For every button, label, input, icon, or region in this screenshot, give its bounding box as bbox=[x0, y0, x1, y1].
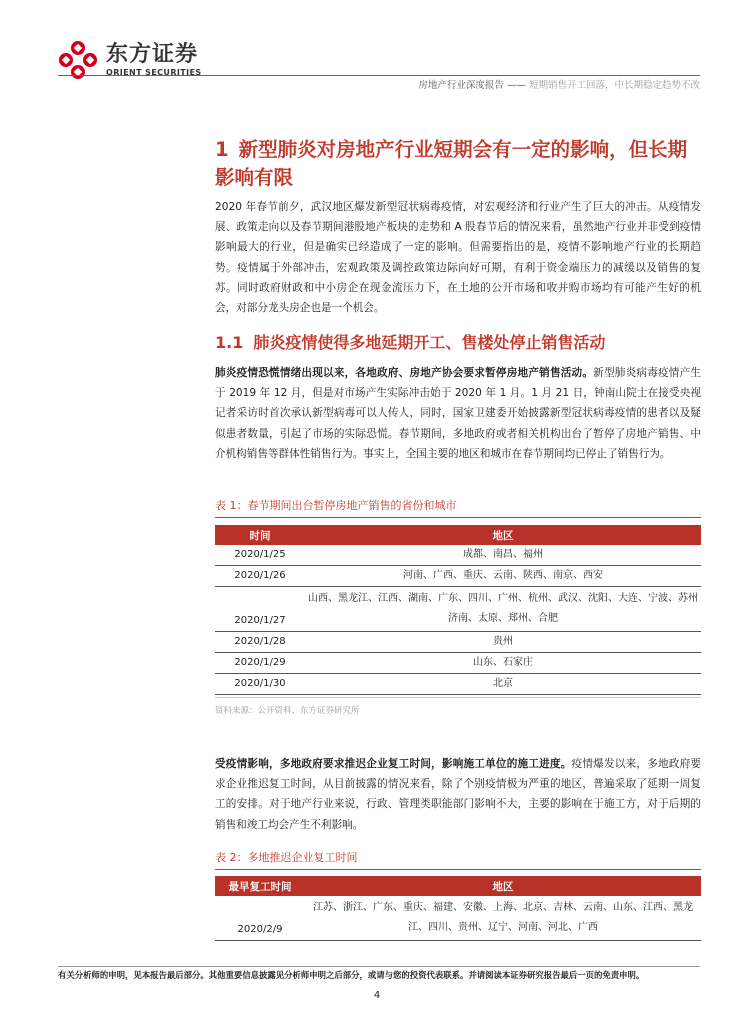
section-1-1-paragraph bbox=[215, 363, 701, 464]
row-regions: 山东、石家庄 bbox=[305, 653, 701, 674]
row-date: 2020/2/9 bbox=[215, 896, 305, 941]
column-header-date: 时间 bbox=[215, 525, 305, 545]
brand-name-en: ORIENT SECURITIES bbox=[106, 67, 202, 77]
row-date: 2020/1/27 bbox=[215, 587, 305, 632]
paragraph-lead: 肺炎疫情恐慌情绪出现以来，各地政府、房地产协会要求暂停房地产销售活动。 bbox=[215, 367, 594, 379]
table-header-row bbox=[215, 525, 701, 545]
table-row bbox=[215, 587, 701, 632]
report-header bbox=[418, 77, 700, 91]
paragraph-body: 新型肺炎病毒疫情产生于 2019 年 12 月，但是对市场产生实际冲击始于 2020 年 1 月。1 月 21 日，钟南山院士在接受央视记者采访时首次承认新型病毒可以人传人，同时，国家卫建委开始披露新型冠状病毒疫情的患者以及疑似患者数量，引起了市场的实际恐慌。春节期间，多地政府或者相关机构出台了暂停了房地产销售、中介机构销售等群体性销售行为。事实上，全国主要的地区和城市在春节期间均已停止了销售行为。 bbox=[215, 367, 702, 460]
brand-logo bbox=[58, 40, 202, 80]
subsection-number: 1.1 bbox=[215, 333, 244, 352]
header-rule bbox=[58, 75, 700, 76]
subsection-title: 肺炎疫情使得多地延期开工、售楼处停止销售活动 bbox=[253, 333, 606, 352]
table-2-caption-rule bbox=[215, 869, 701, 870]
report-subtitle: 短期销售开工回落，中长期稳定趋势不改 bbox=[528, 80, 700, 91]
footer-rule bbox=[58, 966, 700, 967]
paragraph-lead: 受疫情影响，多地政府要求推迟企业复工时间，影响施工单位的施工进度。 bbox=[215, 758, 572, 770]
row-date: 2020/1/28 bbox=[215, 632, 305, 653]
row-regions: 江苏、浙江、广东、重庆、福建、安徽、上海、北京、吉林、云南、山东、江西、黑龙江、四川、贵州、辽宁、河南、河北、广西 bbox=[305, 896, 701, 941]
header-separator: —— bbox=[503, 80, 529, 91]
table-row bbox=[215, 545, 701, 566]
row-date: 2020/1/26 bbox=[215, 566, 305, 587]
row-regions: 成都、南昌、福州 bbox=[305, 545, 701, 566]
section-1-1-heading bbox=[215, 331, 605, 355]
column-header-region: 地区 bbox=[305, 525, 701, 545]
section-number: 1 bbox=[215, 138, 229, 161]
table-1-caption: 表 1：春节期间出台暂停房地产销售的省份和城市 bbox=[215, 499, 457, 512]
row-regions: 河南、广西、重庆、云南、陕西、南京、西安 bbox=[305, 566, 701, 587]
table-row bbox=[215, 653, 701, 674]
footer-disclaimer: 有关分析师的申明，见本报告最后部分。其他重要信息披露见分析师申明之后部分，或请与您的投资代表联系。并请阅读本证券研究报告最后一页的免责申明。 bbox=[58, 970, 645, 980]
section-1-heading bbox=[215, 136, 705, 192]
table-row bbox=[215, 632, 701, 653]
table-row bbox=[215, 896, 701, 941]
table-2 bbox=[215, 876, 701, 941]
row-regions: 贵州 bbox=[305, 632, 701, 653]
row-date: 2020/1/30 bbox=[215, 674, 305, 695]
table-1 bbox=[215, 525, 701, 695]
section-title: 新型肺炎对房地产行业短期会有一定的影响，但长期影响有限 bbox=[215, 138, 688, 189]
orient-logo-icon bbox=[58, 40, 98, 80]
row-date: 2020/1/25 bbox=[215, 545, 305, 566]
report-type: 房地产行业深度报告 bbox=[418, 80, 504, 91]
table-1-caption-rule bbox=[215, 517, 701, 518]
section-1-paragraph: 2020 年春节前夕，武汉地区爆发新型冠状病毒疫情，对宏观经济和行业产生了巨大的冲击。从疫情发展、政策走向以及春节期间港股地产板块的走势和 A 股春节后的情况来看，虽然地产行业并非受到疫情影响最大的行业，但是确实已经造成了一定的影响。但需要指出的是，疫情不影响地产行业的长期趋势。疫情属于外部冲击，宏观政策及调控政策边际向好可期，有利于资金端压力的减缓以及销售的复苏。同时政府财政和中小房企在现金流压力下，在土地的公开市场和收并购市场均有可能产生好的机会，对部分龙头房企也是一个机会。 bbox=[215, 201, 701, 315]
row-regions: 山西、黑龙江、江西、湖南、广东、四川、广州、杭州、武汉、沈阳、大连、宁波、苏州济南、太原、郑州、合肥 bbox=[305, 587, 701, 632]
row-regions: 北京 bbox=[305, 674, 701, 695]
table-2-caption: 表 2：多地推迟企业复工时间 bbox=[215, 851, 358, 864]
paragraph-body: 疫情爆发以来，多地政府要求企业推迟复工时间，从目前披露的情况来看，除了个别疫情极为严重的地区，普遍采取了延期一周复工的安排。对于地产行业来说，行政、管理类职能部门影响不大，主要的影响在于施工方，对于后期的销售和竣工均会产生不利影响。 bbox=[215, 758, 702, 831]
brand-name-cn: 东方证券 bbox=[106, 41, 199, 67]
impact-paragraph bbox=[215, 754, 701, 835]
row-date: 2020/1/29 bbox=[215, 653, 305, 674]
column-header-date: 最早复工时间 bbox=[215, 876, 305, 896]
table-1-source: 资料来源：公开资料、东方证券研究所 bbox=[215, 697, 701, 716]
table-header-row bbox=[215, 876, 701, 896]
table-row bbox=[215, 674, 701, 695]
page-number: 4 bbox=[373, 990, 381, 1001]
table-row bbox=[215, 566, 701, 587]
column-header-region: 地区 bbox=[305, 876, 701, 896]
